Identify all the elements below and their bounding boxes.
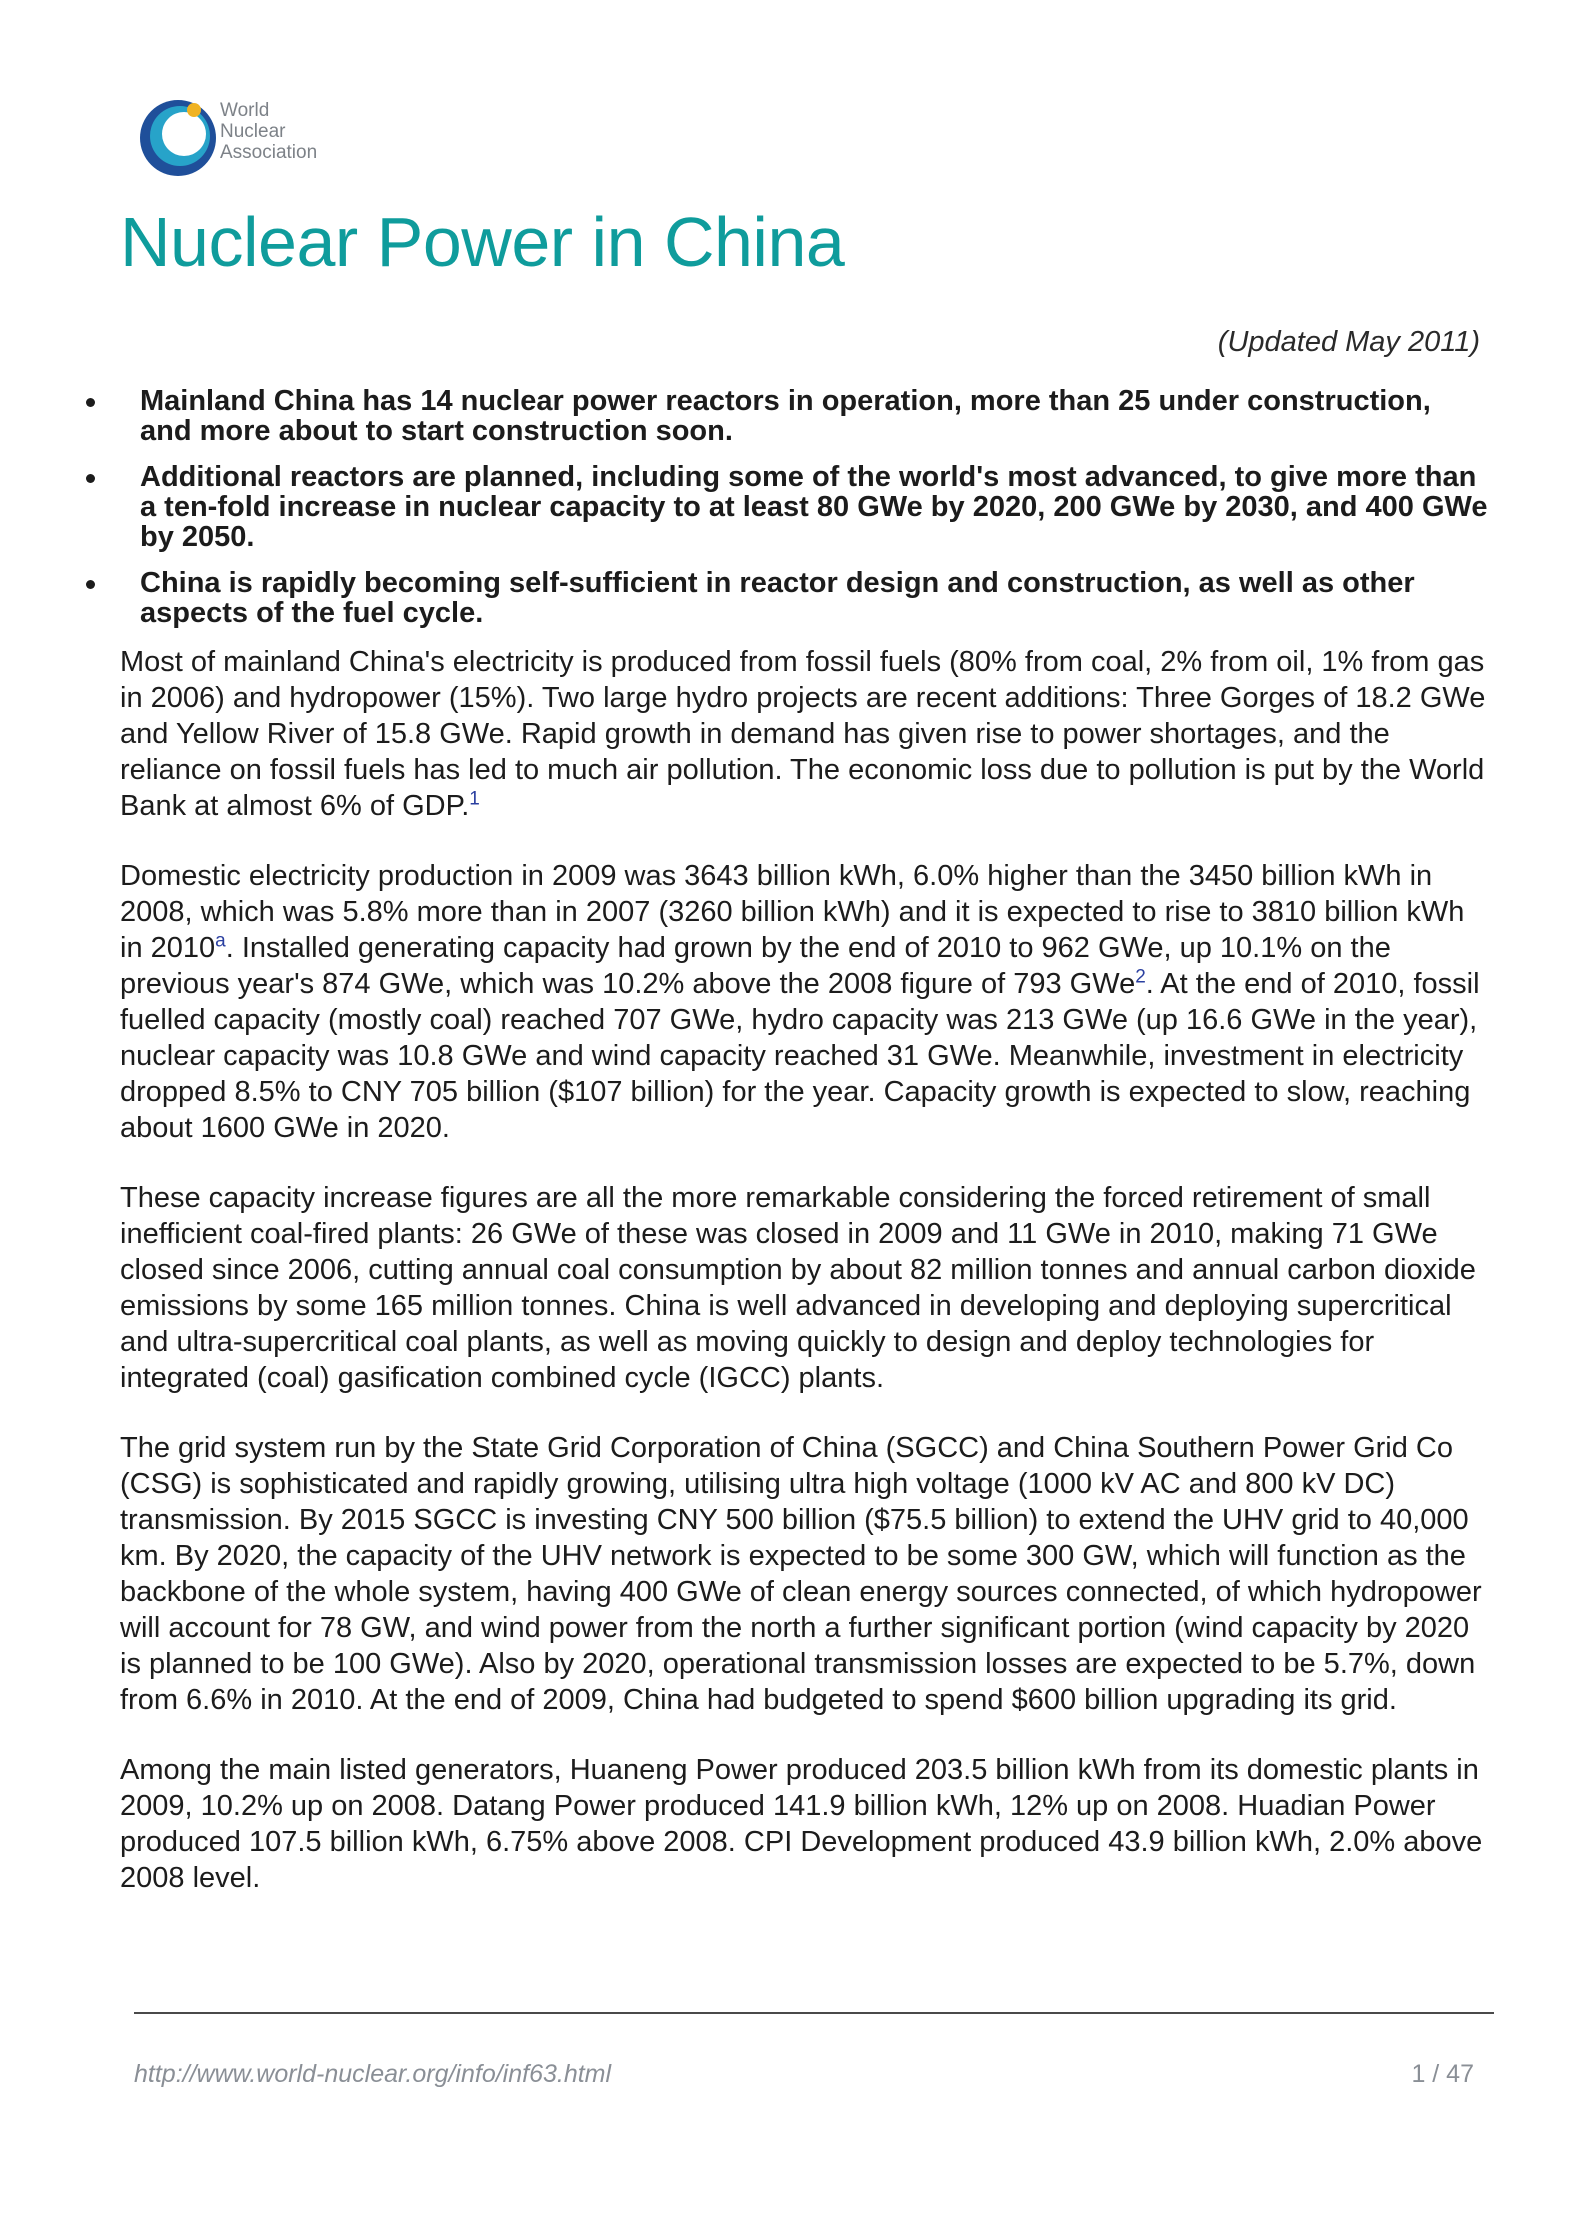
footnote-ref-a[interactable]: a (215, 930, 226, 952)
paragraph-text-part-c: . At the end of 2010, fossil fuelled capacity (mostly coal) reached 707 GWe, hydro capacity was 213 GWe (up 16.6 GWe in the year), nuclear capacity was 10.8 GWe and wind capacity reached 31 GWe. Meanwhile, investment in electricity dropped 8.5% to CNY 705 billion ($107 billion) for the year. Capacity growth is expected to slow, reaching about 1600 GWe in 2020. (120, 968, 1480, 1144)
wna-logo (138, 96, 348, 178)
summary-item-text: China is rapidly becoming self-sufficient in reactor design and construction, as well as other aspects of the fuel cycle. (140, 567, 1415, 629)
summary-item-text: Additional reactors are planned, including some of the world's most advanced, to give more than a ten-fold increase in nuclear capacity to at least 80 GWe by 2020, 200 GWe by 2030, and 400 GWe by 2050. (140, 461, 1488, 553)
paragraph-text: Most of mainland China's electricity is produced from fossil fuels (80% from coal, 2% from oil, 1% from gas in 2006) and hydropower (15%). Two large hydro projects are recent additions: Three Gorges of 18.2 GWe and Yellow River of 15.8 GWe. Rapid growth in demand has given rise to power shortages, and the reliance on fossil fuels has led to much air pollution. The economic loss due to pollution is put by the World Bank at almost 6% of GDP. (120, 646, 1486, 822)
footnote-ref-2[interactable]: 2 (1135, 966, 1146, 988)
bullet-icon (86, 398, 95, 407)
summary-list (120, 386, 1490, 628)
logo-wordmark (220, 100, 317, 163)
summary-item-text: Mainland China has 14 nuclear power reactors in operation, more than 25 under construction, and more about to start construction soon. (140, 385, 1431, 447)
paragraph-production (120, 858, 1490, 1146)
bullet-icon (86, 580, 95, 589)
paragraph-text-part-b: . Installed generating capacity had grown by the end of 2010 to 962 GWe, up 10.1% on the previous year's 874 GWe, which was 10.2% above the 2008 figure of 793 GWe (120, 932, 1391, 1000)
page-title: Nuclear Power in China (120, 203, 845, 281)
paragraph-generators: Among the main listed generators, Huaneng Power produced 203.5 billion kWh from its domestic plants in 2009, 10.2% up on 2008. Datang Power produced 141.9 billion kWh, 12% up on 2008. Huadian Power produced 107.5 billion kWh, 6.75% above 2008. CPI Development produced 43.9 billion kWh, 2.0% above 2008 level. (120, 1754, 1483, 1894)
logo-line-association: Association (220, 142, 318, 163)
bullet-icon (86, 474, 95, 483)
footer-divider (134, 2012, 1494, 2014)
paragraph-text-part-a: Domestic electricity production in 2009 was 3643 billion kWh, 6.0% higher than the 3450 billion kWh in 2008, which was 5.8% more than in 2007 (3260 billion kWh) and it is expected to rise to 3810 billion kWh in 2010 (120, 860, 1465, 964)
summary-item (120, 462, 1490, 552)
summary-item (120, 568, 1490, 628)
footer-url[interactable]: http://www.world-nuclear.org/info/inf63.html (134, 2060, 612, 2088)
footnote-ref-1[interactable]: 1 (469, 788, 480, 810)
summary-item (120, 386, 1490, 446)
page-number: 1 / 47 (1411, 2060, 1474, 2088)
updated-date: (Updated May 2011) (1217, 326, 1480, 358)
paragraph-coal-retirement: These capacity increase figures are all the more remarkable considering the forced retirement of small inefficient coal-fired plants: 26 GWe of these was closed in 2009 and 11 GWe in 2010, making 71 GWe closed since 2006, cutting annual coal consumption by about 82 million tonnes and annual carbon dioxide emissions by some 165 million tonnes. China is well advanced in developing and deploying supercritical and ultra-supercritical coal plants, as well as moving quickly to design and deploy technologies for integrated (coal) gasification combined cycle (IGCC) plants. (120, 1182, 1476, 1394)
wna-logo-mark-icon (138, 96, 220, 178)
logo-line-world: World (220, 100, 270, 121)
paragraph-grid-system: The grid system run by the State Grid Corporation of China (SGCC) and China Southern Power Grid Co (CSG) is sophisticated and rapidly growing, utilising ultra high voltage (1000 kV AC and 800 kV DC) transmission. By 2015 SGCC is investing CNY 500 billion ($75.5 billion) to extend the UHV grid to 40,000 km. By 2020, the capacity of the UHV network is expected to be some 300 GW, which will function as the backbone of the whole system, having 400 GWe of clean energy sources connected, of which hydropower will account for 78 GW, and wind power from the north a further significant portion (wind capacity by 2020 is planned to be 100 GWe). Also by 2020, operational transmission losses are expected to be 5.7%, down from 6.6% in 2010. At the end of 2009, China had budgeted to spend $600 billion upgrading its grid. (120, 1432, 1482, 1716)
article-body (120, 386, 1490, 1930)
paragraph-energy-mix (120, 644, 1490, 824)
logo-line-nuclear: Nuclear (220, 121, 286, 142)
